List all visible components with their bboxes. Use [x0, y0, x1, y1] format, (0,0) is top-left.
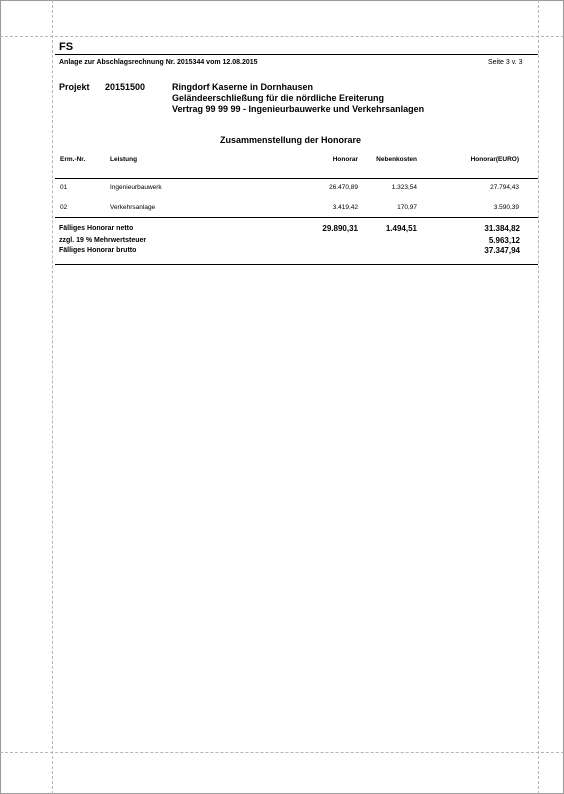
totals-rule	[55, 264, 538, 265]
row-erm-nr: 02	[60, 204, 68, 211]
section-title: Zusammenstellung der Honorare	[220, 135, 362, 145]
table-body-rule	[55, 217, 538, 218]
brutto-label: Fälliges Honorar brutto	[59, 247, 137, 254]
row-honorar-euro: 27.794,43	[490, 184, 519, 191]
row-honorar-euro: 3.590,39	[493, 204, 519, 211]
brutto-value: 37.347,94	[484, 246, 520, 255]
right-margin-guide	[538, 0, 539, 794]
column-header-leistung: Leistung	[110, 156, 138, 163]
project-label: Projekt	[59, 82, 90, 92]
mwst-label: zzgl. 19 % Mehrwertsteuer	[59, 237, 147, 244]
project-description: Geländeerschließung für die nördliche Ereiterung	[172, 93, 385, 103]
column-header-honorar-euro: Honorar(EURO)	[470, 156, 519, 163]
project-contract: Vertrag 99 99 99 - Ingenieurbauwerke und Verkehrsanlagen	[172, 104, 425, 114]
top-margin-guide	[0, 36, 564, 37]
column-header-nebenkosten: Nebenkosten	[376, 156, 417, 163]
column-header-erm-nr: Erm.-Nr.	[60, 156, 86, 163]
header-rule	[55, 54, 538, 55]
netto-label: Fälliges Honorar netto	[59, 225, 134, 232]
row-leistung: Ingenieurbauwerk	[110, 184, 162, 191]
row-nebenkosten: 170,97	[397, 204, 417, 211]
row-erm-nr: 01	[60, 184, 68, 191]
row-honorar: 3.419,42	[332, 204, 358, 211]
project-name: Ringdorf Kaserne in Dornhausen	[172, 82, 314, 92]
page-number: Seite 3 v. 3	[488, 59, 523, 66]
project-number: 20151500	[105, 82, 146, 92]
company-code: FS	[59, 41, 74, 53]
bottom-margin-guide	[0, 752, 564, 753]
column-header-honorar: Honorar	[332, 156, 358, 163]
row-honorar: 26.470,89	[329, 184, 358, 191]
left-margin-guide	[52, 0, 53, 794]
row-leistung: Verkehrsanlage	[110, 204, 156, 211]
netto-nebenkosten: 1.494,51	[385, 224, 417, 233]
netto-honorar: 29.890,31	[322, 224, 358, 233]
netto-total: 31.384,82	[484, 224, 520, 233]
row-nebenkosten: 1.323,54	[391, 184, 417, 191]
mwst-value: 5.963,12	[488, 236, 520, 245]
document-subtitle: Anlage zur Abschlagsrechnung Nr. 2015344 vom 12.08.2015	[59, 59, 258, 66]
table-header-rule	[55, 178, 538, 179]
